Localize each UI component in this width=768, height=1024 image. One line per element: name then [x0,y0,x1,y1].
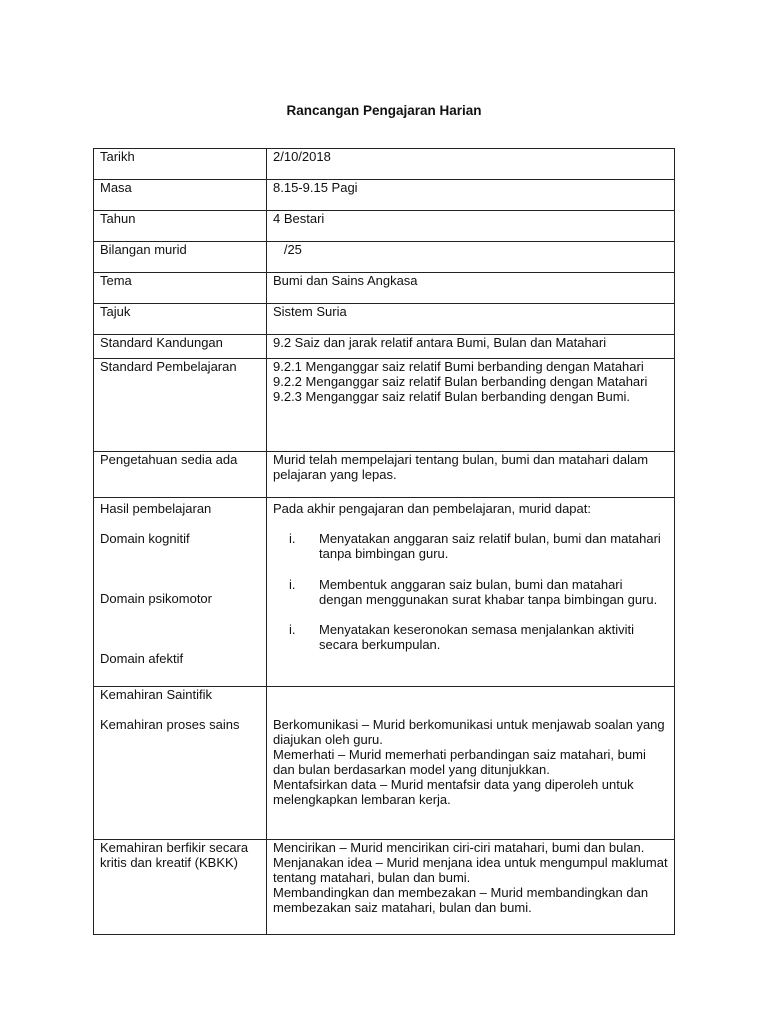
row-label: Tajuk [94,304,267,335]
row-label: Standard Pembelajaran [94,359,267,452]
row-value: Sistem Suria [267,304,675,335]
row-label: Tarikh [94,149,267,180]
item-text: Menyatakan anggaran saiz relatif bulan, bumi dan matahari tanpa bimbingan guru. [319,531,661,561]
row-value: 9.2 Saiz dan jarak relatif antara Bumi, Bulan dan Matahari [267,335,675,359]
hasil-label: Hasil pembelajaran [100,501,212,516]
row-label: Kemahiran berfikir secara kritis dan kreatif (KBKK) [94,840,267,935]
item-text: Membentuk anggaran saiz bulan, bumi dan matahari dengan menggunakan surat khabar tanpa bimbingan guru. [319,577,658,607]
item-number: i. [289,622,296,637]
row-label [94,687,267,840]
list-item: 9.2.1 Menganggar saiz relatif Bumi berbanding dengan Matahari [273,359,644,374]
domain-label: Domain psikomotor [100,591,212,606]
row-value: Bumi dan Sains Angkasa [267,273,675,304]
row-value [267,498,675,687]
row-label [94,498,267,687]
table-row [94,242,675,273]
table-row [94,687,675,840]
row-label: Tema [94,273,267,304]
row-value: 2/10/2018 [267,149,675,180]
item-number: i. [289,531,296,546]
list-item: 9.2.2 Menganggar saiz relatif Bulan berbanding dengan Matahari [273,374,648,389]
row-label: Pengetahuan sedia ada [94,452,267,498]
table-row [94,180,675,211]
table-row [94,335,675,359]
row-value [267,359,675,452]
item-number: i. [289,577,296,592]
hasil-intro: Pada akhir pengajaran dan pembelajaran, murid dapat: [273,501,591,516]
domain-label: Domain afektif [100,651,184,666]
table-row [94,359,675,452]
list-item [273,622,668,652]
row-label: Bilangan murid [94,242,267,273]
list-item [273,577,668,607]
item-text: Menyatakan keseronokan semasa menjalankan aktiviti secara berkumpulan. [319,622,635,652]
table-row [94,149,675,180]
row-label: Standard Kandungan [94,335,267,359]
row-value: Mencirikan – Murid mencirikan ciri-ciri matahari, bumi dan bulan. Menjanakan idea – Murid menjana idea untuk mengumpul maklumat tentang matahari, bulan dan bumi. Membandingkan dan membezakan – Murid membandingkan dan membezakan saiz matahari, bulan dan bumi. [267,840,675,935]
lesson-plan-table [93,148,675,935]
row-value [267,687,675,840]
sub-label: Kemahiran proses sains [100,717,240,732]
section-label: Kemahiran Saintifik [100,687,212,702]
list-item: 9.2.3 Menganggar saiz relatif Bulan berbanding dengan Bumi. [273,389,631,404]
row-value: 4 Bestari [267,211,675,242]
row-value: /25 [267,242,675,273]
table-row [94,840,675,935]
list-item [273,531,668,561]
table-row [94,498,675,687]
proses-sains-text: Berkomunikasi – Murid berkomunikasi untuk menjawab soalan yang diajukan oleh guru. Memerhati – Murid memerhati perbandingan saiz matahari, bumi dan bulan berdasarkan model yang ditunjukkan. Mentafsirkan data – Murid mentafsir data yang diperoleh untuk melengkapkan lembaran kerja. [273,717,665,807]
domain-label: Domain kognitif [100,531,190,546]
table-row [94,304,675,335]
row-value: 8.15-9.15 Pagi [267,180,675,211]
table-row [94,273,675,304]
table-row [94,452,675,498]
row-value: Murid telah mempelajari tentang bulan, bumi dan matahari dalam pelajaran yang lepas. [267,452,675,498]
table-row [94,211,675,242]
row-label: Tahun [94,211,267,242]
document-title: Rancangan Pengajaran Harian [286,103,482,118]
row-label: Masa [94,180,267,211]
